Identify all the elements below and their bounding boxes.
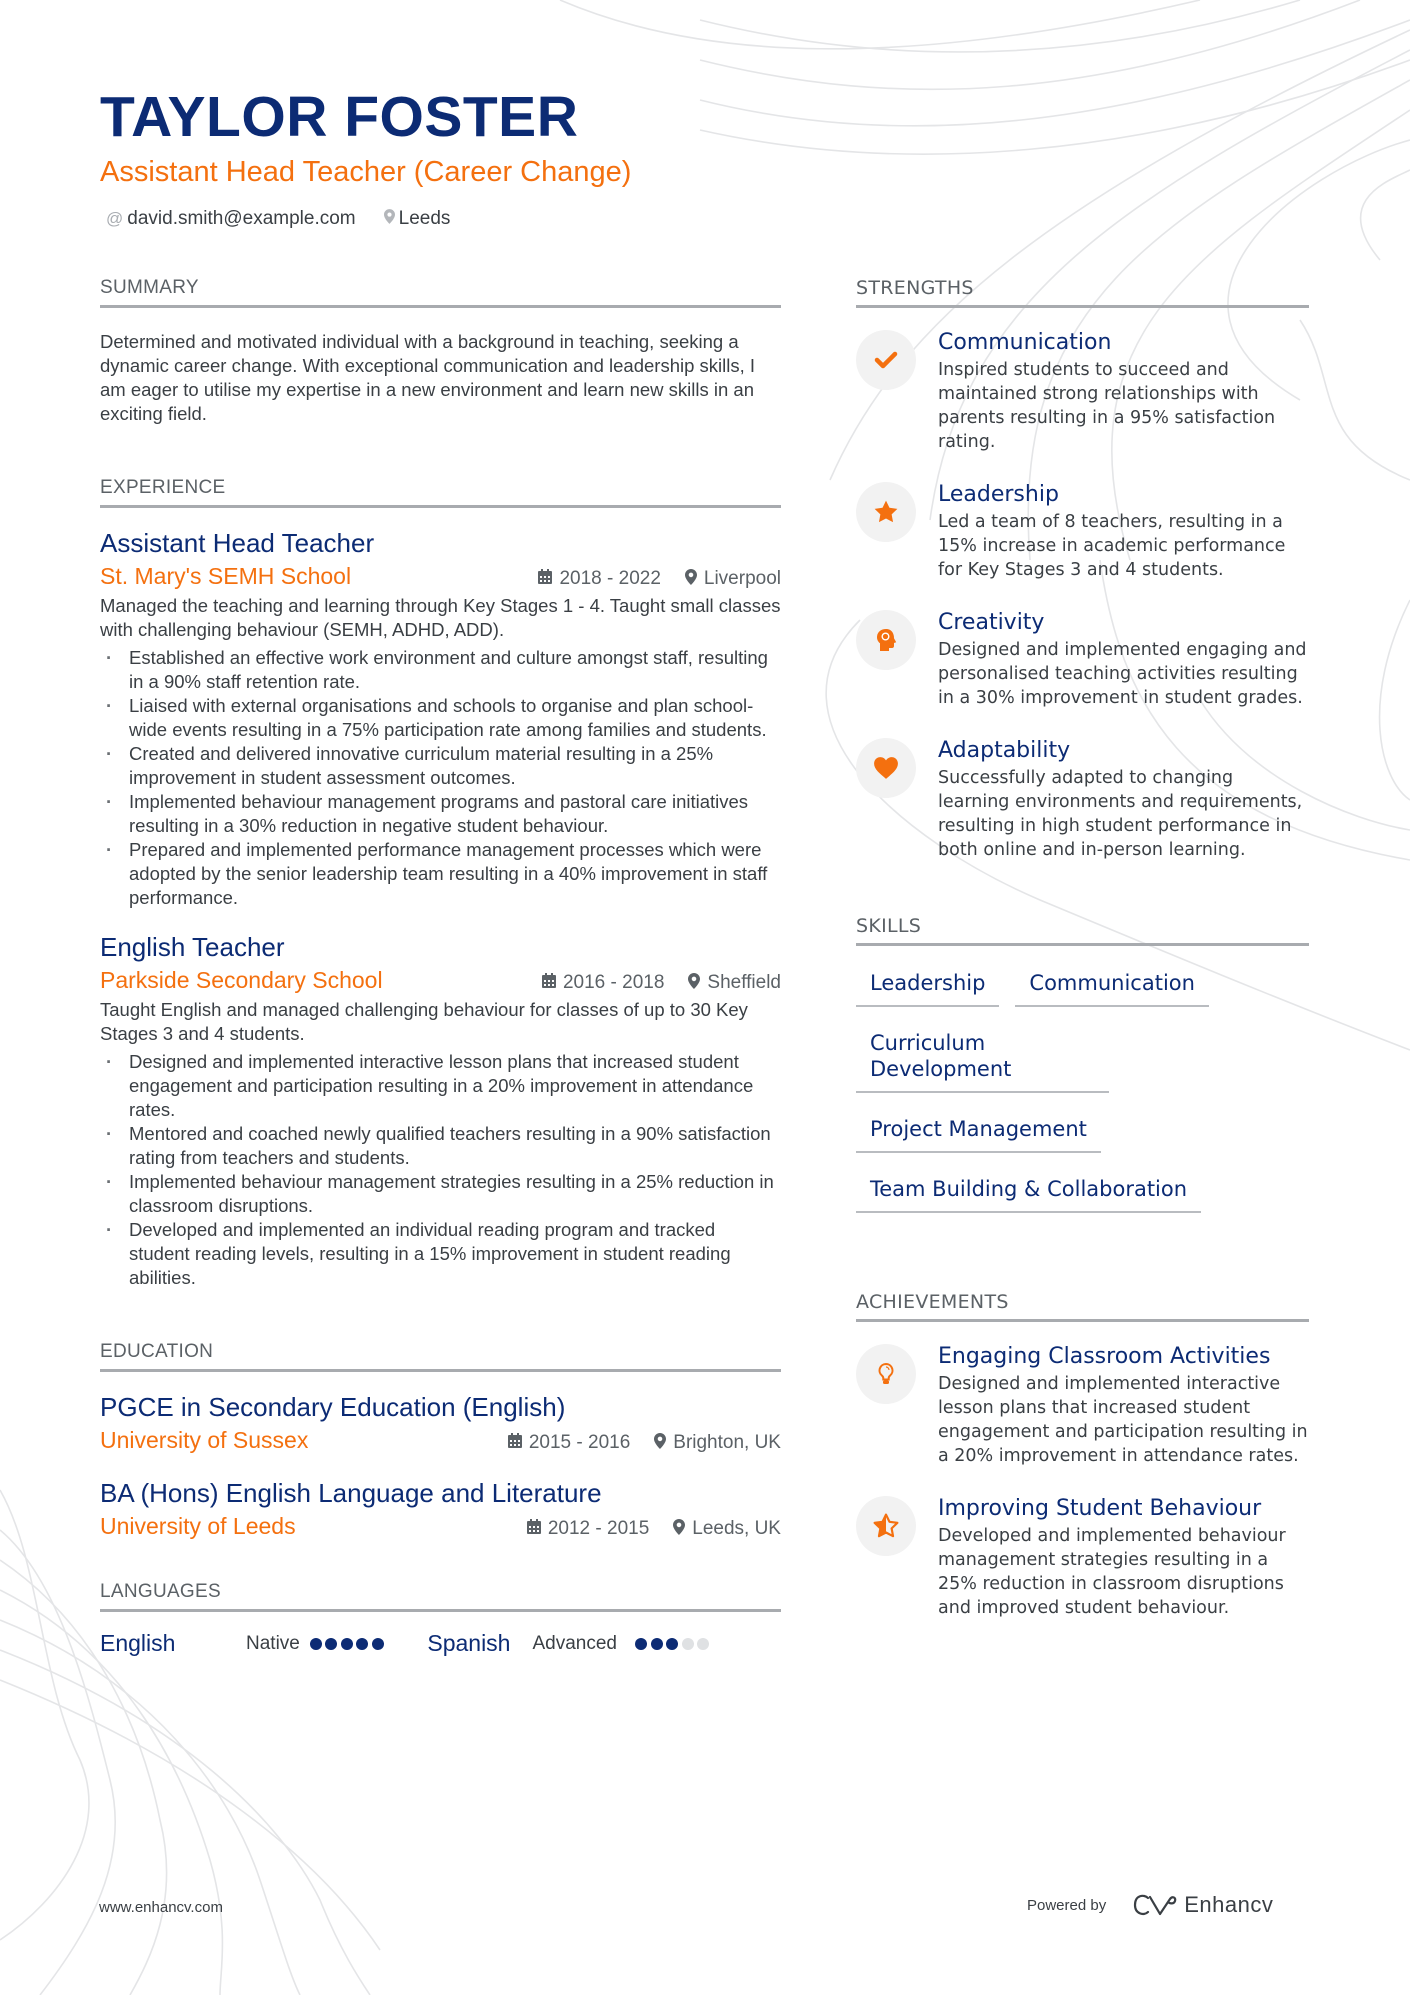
achievement-title: Engaging Classroom Activities [938,1344,1271,1369]
degree-title: BA (Hons) English Language and Literature [100,1478,602,1508]
section-heading: SKILLS [856,915,922,937]
map-pin-icon [688,973,700,994]
skill-tag: Leadership [856,962,999,1007]
bullet-item: · Implemented behaviour management strategies resulting in a 25% reduction in classroom disruptions. [100,1170,781,1218]
rating-dot-filled [341,1638,353,1650]
bullet-item: · Designed and implemented interactive lesson plans that increased student engagement and participation resulting in a 20% improvement in attendance rates. [100,1050,781,1122]
calendar-icon [538,569,552,589]
strength-title: Creativity [938,610,1045,635]
language-rating [310,1638,388,1650]
rating-dot-empty [697,1638,709,1650]
language-level: Advanced [532,1632,617,1654]
rating-dot-empty [682,1638,694,1650]
company-name: St. Mary's SEMH School [100,563,352,589]
enhancv-logo-icon [1132,1893,1178,1917]
achievement-item [856,1494,1309,1620]
language-level: Native [246,1632,300,1654]
job-bullets [100,1050,781,1290]
enhancv-brand: Enhancv [1184,1892,1274,1917]
half-star-icon [856,1496,916,1556]
calendar-icon [527,1519,541,1539]
calendar-icon [542,973,556,993]
rating-dot-filled [325,1638,337,1650]
bullet-item: · Implemented behaviour management programs and pastoral care initiatives resulting in a 30% reduction in negative student behaviour. [100,790,781,838]
bullet-item: · Established an effective work environment and culture amongst staff, resulting in a 90% staff retention rate. [100,646,781,694]
section-heading: ACHIEVEMENTS [856,1291,1009,1313]
strength-title: Adaptability [938,738,1071,763]
job-location: Sheffield [707,972,781,993]
section-divider [856,943,1309,946]
bullet-item: · Liaised with external organisations and schools to organise and plan school-wide events resulting in a 75% participation rate among families and students. [100,694,781,742]
achievement-title: Improving Student Behaviour [938,1496,1262,1521]
education-dates: 2015 - 2016 [528,1432,631,1453]
language-name: English [100,1630,176,1656]
section-heading: EDUCATION [100,1341,214,1362]
school-name: University of Sussex [100,1427,309,1453]
skill-tag: Curriculum Development [856,1022,1109,1093]
map-pin-icon [654,1433,666,1454]
section-heading: LANGUAGES [100,1581,221,1602]
strength-item [856,608,1309,710]
candidate-name: TAYLOR FOSTER [100,85,579,149]
candidate-title: Assistant Head Teacher (Career Change) [100,156,632,188]
heart-icon [856,738,916,798]
strength-title: Communication [938,330,1112,355]
section-divider [856,305,1309,308]
powered-by [1027,1892,1273,1918]
education-section [100,1340,781,1542]
job-bullets [100,646,781,910]
achievement-description: Designed and implemented interactive lesson plans that increased student engagement and participation resulting in a 20% improvement in attendance rates. [938,1374,1308,1466]
summary-text: Determined and motivated individual with a background in teaching, seeking a dynamic career change. With exceptional communication and leadership skills, I am eager to utilise my expertise in a new environment and learn new skills in an exciting field. [100,331,756,424]
rating-dot-filled [635,1638,647,1650]
left-column [100,276,781,1657]
education-entry [100,1476,781,1542]
strengths-section [856,276,1309,862]
rating-dot-filled [666,1638,678,1650]
company-name: Parkside Secondary School [100,967,383,993]
at-icon: @ [106,209,124,228]
achievement-item [856,1342,1309,1468]
section-divider [100,1369,781,1372]
rating-dot-filled [356,1638,368,1650]
school-name: University of Leeds [100,1513,296,1539]
job-title: English Teacher [100,932,285,962]
education-entry [100,1390,781,1456]
skill-tag: Communication [1015,962,1209,1007]
experience-entry [100,930,781,1290]
bullet-item: · Created and delivered innovative curriculum material resulting in a 25% improvement in student assessment outcomes. [100,742,781,790]
bullet-item: · Prepared and implemented performance management processes which were adopted by the senior leadership team resulting in a 40% improvement in staff performance. [100,838,781,910]
email-link[interactable]: david.smith@example.com [127,208,356,229]
map-pin-icon [685,569,697,590]
bullet-item: · Developed and implemented an individual reading program and tracked student reading levels, resulting in a 15% improvement in student reading abilities. [100,1218,781,1290]
strength-item [856,480,1309,582]
strength-item [856,736,1309,862]
skills-section [856,914,1309,1228]
map-pin-icon [673,1519,685,1540]
section-divider [856,1319,1309,1322]
website-link[interactable]: www.enhancv.com [99,1899,223,1916]
skill-tag: Project Management [856,1108,1101,1153]
education-location: Leeds, UK [692,1518,781,1539]
experience-entry [100,526,781,910]
strength-description: Led a team of 8 teachers, resulting in a 15% increase in academic performance for Key Stages 3 and 4 students. [938,512,1286,580]
achievement-description: Developed and implemented behaviour management strategies resulting in a 25% reduction in classroom disruptions and improved student behaviour. [938,1526,1286,1618]
achievements-section [856,1290,1309,1620]
job-description: Taught English and managed challenging behaviour for classes of up to 30 Key Stages 3 and 4 students. [100,999,748,1044]
section-heading: EXPERIENCE [100,477,226,498]
right-column [856,276,1309,1620]
head-brain-icon [856,610,916,670]
bullet-item: · Mentored and coached newly qualified teachers resulting in a 90% satisfaction rating from teachers and students. [100,1122,781,1170]
powered-by-label: Powered by [1027,1896,1107,1914]
summary-section [100,276,781,426]
rating-dot-filled [310,1638,322,1650]
section-heading: STRENGTHS [856,277,974,299]
location-text: Leeds [398,208,451,229]
section-divider [100,305,781,308]
strength-item [856,328,1309,454]
strength-description: Inspired students to succeed and maintained strong relationships with parents resulting in a 95% satisfaction rating. [938,360,1276,452]
strength-description: Designed and implemented engaging and personalised teaching activities resulting in a 30% improvement in student grades. [938,640,1307,708]
section-divider [100,1609,781,1612]
degree-title: PGCE in Secondary Education (English) [100,1392,566,1422]
job-description: Managed the teaching and learning through Key Stages 1 - 4. Taught small classes with challenging behaviour (SEMH, ADHD, ADD). [100,595,781,640]
job-dates: 2016 - 2018 [562,972,665,993]
job-title: Assistant Head Teacher [100,528,375,558]
contact-row [106,206,450,232]
section-heading: SUMMARY [100,277,199,298]
rating-dot-filled [372,1638,384,1650]
language-rating [635,1638,713,1650]
job-dates: 2018 - 2022 [559,568,661,589]
strength-title: Leadership [938,482,1059,507]
experience-section [100,476,781,1290]
map-pin-icon [384,206,395,232]
calendar-icon [508,1433,522,1453]
skills-list [856,962,1309,1228]
education-location: Brighton, UK [673,1432,781,1453]
skill-tag: Team Building & Collaboration [856,1168,1201,1213]
languages-row [100,1630,781,1657]
checkmark-icon [856,330,916,390]
language-name: Spanish [427,1630,511,1656]
job-location: Liverpool [703,568,781,589]
star-icon [856,482,916,542]
section-divider [100,505,781,508]
strength-description: Successfully adapted to changing learning environments and requirements, resulting in high student performance in both online and in-person learning. [938,768,1303,860]
rating-dot-filled [651,1638,663,1650]
languages-section [100,1580,781,1657]
education-dates: 2012 - 2015 [547,1518,650,1539]
lightbulb-icon [856,1344,916,1404]
